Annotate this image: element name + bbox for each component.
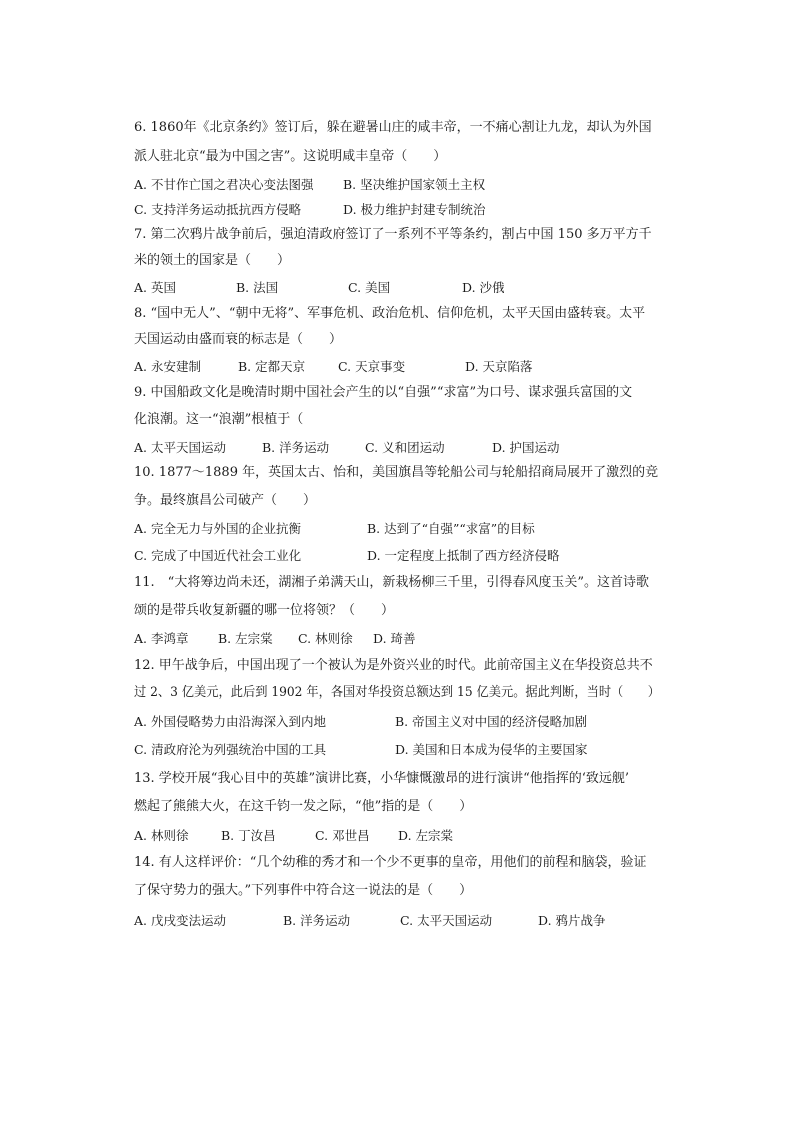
question-14-stem-line-1: 14. 有人这样评价：“几个幼稚的秀才和一个少不更事的皇帝，用他们的前程和脑袋，验证 (134, 855, 647, 870)
question-14-option-c: C. 太平天国运动 (400, 913, 493, 928)
question-6-option-a: A. 不甘作亡国之君决心变法图强 (134, 177, 314, 192)
question-7-stem-line-2: 米的领土的国家是（ ） (134, 253, 291, 268)
question-9-option-d: D. 护国运动 (492, 440, 560, 455)
question-14-option-b: B. 洋务运动 (283, 913, 351, 928)
question-10-stem-line-1: 10. 1877～1889 年，英国太古、怡和，美国旗昌等轮船公司与轮船招商局展开了激烈的竞 (134, 465, 659, 480)
question-10-option-d: D. 一定程度上抵制了西方经济侵略 (367, 548, 560, 563)
question-8-option-b: B. 定都天京 (238, 359, 306, 374)
question-6-stem-line-2: 派人驻北京“最为中国之害”。这说明咸丰皇帝（ ） (134, 149, 447, 164)
question-10-option-a: A. 完全无力与外国的企业抗衡 (134, 521, 301, 536)
question-13-option-b: B. 丁汝昌 (221, 828, 276, 843)
question-9-option-a: A. 太平天国运动 (134, 440, 226, 455)
question-10-stem-line-2: 争。最终旗昌公司破产（ ） (134, 493, 317, 508)
question-13-option-a: A. 林则徐 (134, 828, 189, 843)
question-9-stem-line-1: 9. 中国船政文化是晚清时期中国社会产生的以“自强”“求富”为口号、谋求强兵富国的文 (134, 385, 633, 400)
question-7-option-b: B. 法国 (236, 280, 279, 295)
question-6-option-c: C. 支持洋务运动抵抗西方侵略 (134, 202, 302, 217)
question-11-stem-line-1: 11. “大将筹边尚未还，湖湘子弟满天山，新栽杨柳三千里，引得春风度玉关”。这首诗歌 (134, 575, 649, 590)
question-8-stem-line-1: 8. “国中无人”、“朝中无将”、军事危机、政治危机、信仰危机，太平天国由盛转衰。太平 (134, 306, 646, 321)
question-11-option-a: A. 李鸿章 (134, 631, 189, 646)
question-12-option-d: D. 美国和日本成为侵华的主要国家 (395, 742, 588, 757)
question-14-option-d: D. 鸦片战争 (538, 913, 606, 928)
question-9-stem-line-2: 化浪潮。这一“浪潮”根植于（ (134, 412, 304, 427)
question-7-stem-line-1: 7. 第二次鸦片战争前后，强迫清政府签订了一系列不平等条约，割占中国 150 多万平方千 (134, 227, 652, 242)
question-6-option-b: B. 坚决维护国家领土主权 (343, 177, 486, 192)
question-10-option-c: C. 完成了中国近代社会工业化 (134, 548, 302, 563)
question-14-stem-line-2: 了保守势力的强大。”下列事件中符合这一说法的是（ ） (134, 883, 473, 898)
question-14-option-a: A. 戊戌变法运动 (134, 913, 226, 928)
question-13-option-d: D. 左宗棠 (398, 828, 454, 843)
question-7-option-a: A. 英国 (134, 280, 176, 295)
question-11-option-c: C. 林则徐 (298, 631, 353, 646)
question-12-option-a: A. 外国侵略势力由沿海深入到内地 (134, 714, 326, 729)
question-12-stem-line-1: 12. 甲午战争后，中国出现了一个被认为是外资兴业的时代。此前帝国主义在华投资总共不 (134, 658, 653, 673)
question-12-stem-line-2: 过 2、3 亿美元，此后到 1902 年，各国对华投资总额达到 15 亿美元。据此判断，当时（ ） (134, 685, 660, 700)
question-11-option-d: D. 琦善 (373, 631, 416, 646)
question-7-option-c: C. 美国 (348, 280, 391, 295)
question-8-option-c: C. 天京事变 (338, 359, 406, 374)
question-12-option-b: B. 帝国主义对中国的经济侵略加剧 (395, 714, 588, 729)
question-6-option-d: D. 极力维护封建专制统治 (343, 202, 486, 217)
question-13-option-c: C. 邓世昌 (315, 828, 370, 843)
question-10-option-b: B. 达到了“自强”“求富”的目标 (367, 521, 535, 536)
question-11-stem-line-2: 颂的是带兵收复新疆的哪一位将领？（ ） (134, 603, 395, 618)
question-9-option-c: C. 义和团运动 (365, 440, 445, 455)
question-8-option-a: A. 永安建制 (134, 359, 201, 374)
question-13-stem-line-1: 13. 学校开展“我心目中的英雄”演讲比赛，小华慷慨激昂的进行演讲“他指挥的‘致远舰’ (134, 771, 630, 786)
question-8-option-d: D. 天京陷落 (465, 359, 533, 374)
question-7-option-d: D. 沙俄 (462, 280, 505, 295)
question-6-stem-line-1: 6. 1860年《北京条约》签订后，躲在避暑山庄的咸丰帝，一不痛心割让九龙，却认为外国 (134, 120, 652, 135)
question-13-stem-line-2: 燃起了熊熊大火，在这千钧一发之际，“他”指的是（ ） (134, 799, 473, 814)
question-8-stem-line-2: 天国运动由盛而衰的标志是（ ） (134, 332, 343, 347)
question-12-option-c: C. 清政府沦为列强统治中国的工具 (134, 742, 327, 757)
question-11-option-b: B. 左宗棠 (218, 631, 273, 646)
question-9-option-b: B. 洋务运动 (262, 440, 330, 455)
